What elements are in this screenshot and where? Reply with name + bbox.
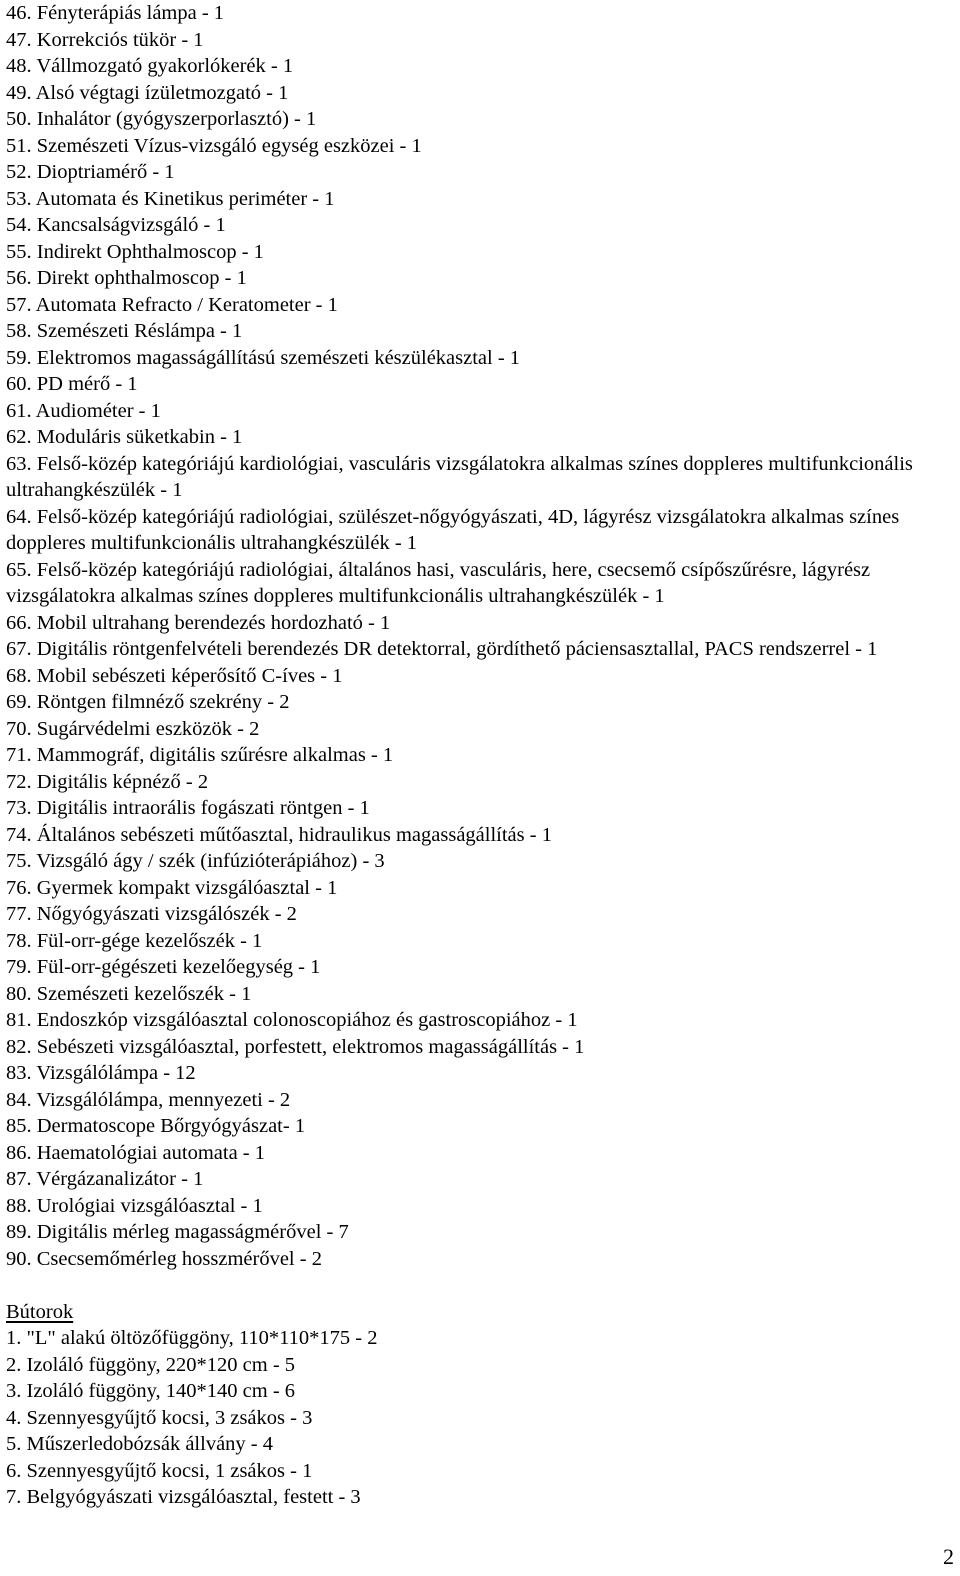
- equipment-list: [6, 0, 954, 1272]
- list-item: 7. Belgyógyászati vizsgálóasztal, festett - 3: [6, 1486, 361, 1508]
- list-item: 58. Szemészeti Réslámpa - 1: [6, 320, 243, 342]
- list-item: 75. Vizsgáló ágy / szék (infúzióterápiához) - 3: [6, 850, 385, 872]
- list-item: 61. Audiométer - 1: [6, 399, 161, 422]
- list-item: 73. Digitális intraorális fogászati röntgen - 1: [6, 797, 370, 819]
- list-item: 6. Szennyesgyűjtő kocsi, 1 zsákos - 1: [6, 1459, 313, 1482]
- list-item: 85. Dermatoscope Bőrgyógyászat- 1: [6, 1115, 306, 1137]
- list-item: 63. Felső-közép kategóriájú kardiológiai, vasculáris vizsgálatokra alkalmas színes doppleres multifunkcionális ultrahangkészülék - 1: [6, 452, 913, 501]
- list-item: 56. Direkt ophthalmoscop - 1: [6, 267, 247, 289]
- list-item: 51. Szemészeti Vízus-vizsgáló egység eszközei - 1: [6, 134, 422, 157]
- list-item: 72. Digitális képnéző - 2: [6, 770, 209, 793]
- list-item: 3. Izoláló függöny, 140*140 cm - 6: [6, 1380, 296, 1402]
- list-item: 68. Mobil sebészeti képerősítő C-íves - 1: [6, 664, 343, 687]
- list-item: 88. Urológiai vizsgálóasztal - 1: [6, 1194, 263, 1217]
- furniture-section-title: Bútorok: [6, 1300, 74, 1323]
- list-item: 64. Felső-közép kategóriájú radiológiai, szülészet-nőgyógyászati, 4D, lágyrész vizsgálatokra alkalmas színes doppleres multifunkcionális ultrahangkészülék - 1: [6, 505, 900, 554]
- list-item: 49. Alsó végtagi ízületmozgató - 1: [6, 81, 289, 104]
- document-page: [6, 0, 954, 1511]
- list-item: 66. Mobil ultrahang berendezés hordozható - 1: [6, 611, 391, 634]
- list-item: 48. Vállmozgató gyakorlókerék - 1: [6, 55, 294, 77]
- list-item: 55. Indirekt Ophthalmoscop - 1: [6, 240, 264, 263]
- list-item: 70. Sugárvédelmi eszközök - 2: [6, 717, 260, 740]
- list-item: 62. Moduláris süketkabin - 1: [6, 426, 243, 448]
- list-item: 69. Röntgen filmnéző szekrény - 2: [6, 691, 290, 713]
- list-item: 46. Fényterápiás lámpa - 1: [6, 2, 225, 24]
- list-item: 59. Elektromos magasságállítású szemészeti készülékasztal - 1: [6, 346, 521, 369]
- list-item: 65. Felső-közép kategóriájú radiológiai, általános hasi, vasculáris, here, csecsemő csípőszűrésre, lágyrész vizsgálatokra alkalmas színes doppleres multifunkcionális ultrahangkészülék - 1: [6, 558, 871, 607]
- list-item: 54. Kancsalságvizsgáló - 1: [6, 214, 226, 236]
- list-item: 5. Műszerledobózsák állvány - 4: [6, 1433, 273, 1455]
- list-item: 60. PD mérő - 1: [6, 373, 138, 395]
- list-item: 74. Általános sebészeti műtőasztal, hidraulikus magasságállítás - 1: [6, 823, 552, 846]
- list-item: 53. Automata és Kinetikus periméter - 1: [6, 187, 335, 210]
- list-item: 80. Szemészeti kezelőszék - 1: [6, 982, 252, 1005]
- page-number: 2: [943, 1544, 954, 1569]
- list-item: 78. Fül-orr-gége kezelőszék - 1: [6, 929, 263, 952]
- list-item: 79. Fül-orr-gégészeti kezelőegység - 1: [6, 956, 321, 978]
- list-item: 77. Nőgyógyászati vizsgálószék - 2: [6, 903, 297, 925]
- list-item: 86. Haematológiai automata - 1: [6, 1141, 266, 1164]
- list-item: 76. Gyermek kompakt vizsgálóasztal - 1: [6, 876, 338, 899]
- list-item: 52. Dioptriamérő - 1: [6, 161, 175, 183]
- list-item: 87. Vérgázanalizátor - 1: [6, 1168, 204, 1190]
- list-item: 2. Izoláló függöny, 220*120 cm - 5: [6, 1353, 296, 1376]
- list-item: 82. Sebészeti vizsgálóasztal, porfestett, elektromos magasságállítás - 1: [6, 1035, 585, 1058]
- furniture-list: [6, 1325, 954, 1511]
- list-item: 89. Digitális mérleg magasságmérővel - 7: [6, 1221, 349, 1243]
- list-item: 47. Korrekciós tükör - 1: [6, 28, 204, 51]
- list-item: 50. Inhalátor (gyógyszerporlasztó) - 1: [6, 108, 317, 130]
- list-item: 83. Vizsgálólámpa - 12: [6, 1062, 196, 1084]
- list-item: 90. Csecsemőmérleg hosszmérővel - 2: [6, 1247, 322, 1270]
- list-item: 57. Automata Refracto / Keratometer - 1: [6, 293, 338, 316]
- list-item: 4. Szennyesgyűjtő kocsi, 3 zsákos - 3: [6, 1406, 313, 1429]
- list-item: 1. "L" alakú öltözőfüggöny, 110*110*175 - 2: [6, 1327, 378, 1349]
- list-item: 81. Endoszkóp vizsgálóasztal colonoscopiához és gastroscopiához - 1: [6, 1009, 578, 1031]
- list-item: 84. Vizsgálólámpa, mennyezeti - 2: [6, 1088, 291, 1111]
- list-item: 67. Digitális röntgenfelvételi berendezés DR detektorral, gördíthető páciensasztallal, PACS rendszerrel - 1: [6, 638, 878, 660]
- section-spacer: [6, 1272, 954, 1299]
- list-item: 71. Mammográf, digitális szűrésre alkalmas - 1: [6, 744, 394, 766]
